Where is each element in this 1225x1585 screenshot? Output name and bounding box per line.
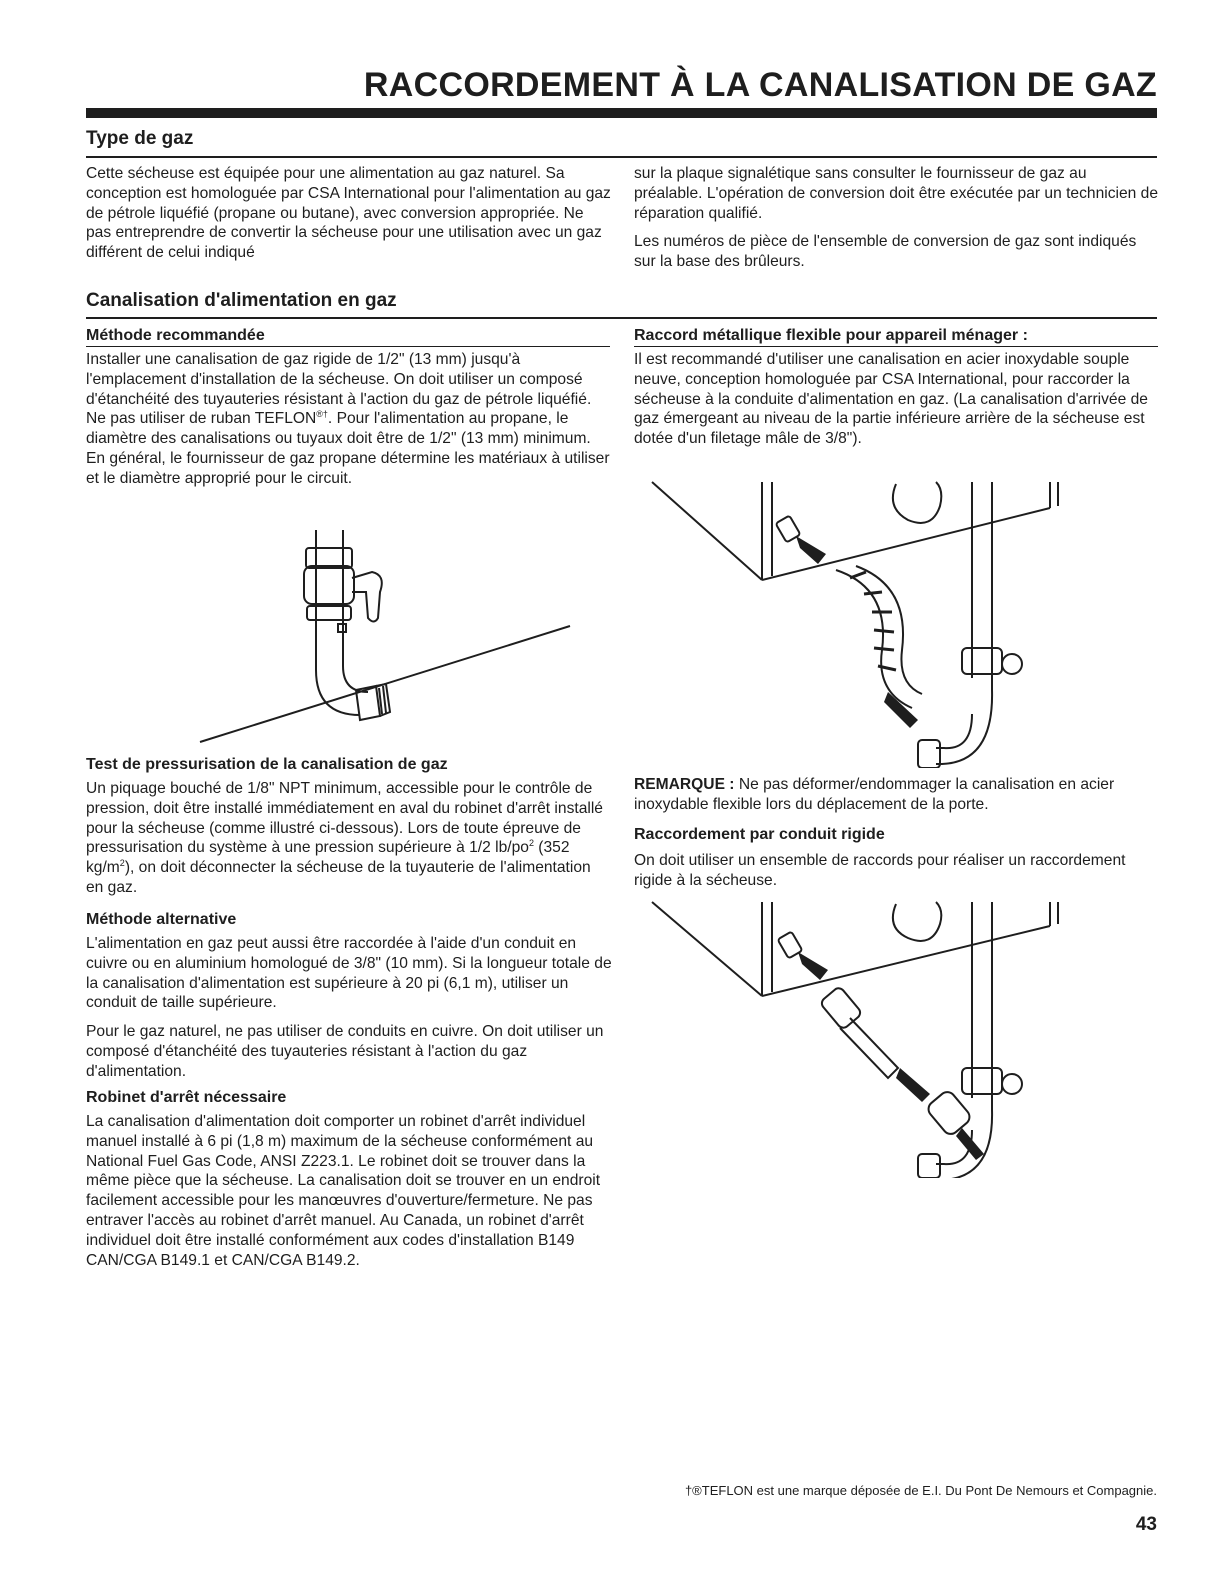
remarque-paragraph: [634, 775, 1158, 815]
canalisation-heading: Canalisation d'alimentation en gaz: [86, 290, 397, 311]
page-title: RACCORDEMENT À LA CANALISATION DE GAZ: [363, 66, 1157, 104]
methode-recommandee-heading: Méthode recommandée: [86, 327, 265, 344]
sub-rule: [86, 346, 610, 347]
section-rule: [86, 317, 1157, 319]
text: (352 kg/m: [86, 839, 570, 877]
text: Installer une canalisation de gaz rigide de 1/2" (13 mm) jusqu'à l'emplacement d'installation de la sécheuse. On doit utiliser un composé d'étanchéité des tuyauteries résistant à l'action du gaz de pétrole liquéfié. Ne pas utiliser de ruban TEFLON: [86, 351, 592, 428]
methode-alternative-paragraph-2: Pour le gaz naturel, ne pas utiliser de conduits en cuivre. On doit utiliser un composé d'étanchéité des tuyauteries résistant à l'action du gaz d'alimentation.: [86, 1023, 604, 1080]
flexible-connector-illustration: [650, 478, 1080, 768]
robinet-heading: Robinet d'arrêt nécessaire: [86, 1089, 287, 1106]
superscript: 2: [119, 858, 125, 868]
raccord-rigide-heading: Raccordement par conduit rigide: [634, 826, 885, 843]
text: . Pour l'alimentation au propane, le diamètre des canalisations ou tuyaux doit être de 1/2" (13 mm) minimum. En général, le fournisseur de gaz propane détermine les matériaux à utiliser et le diamètre approprié pour le circuit.: [86, 410, 610, 487]
footnote: †®TEFLON est une marque déposée de E.I. Du Pont De Nemours et Compagnie.: [684, 1483, 1157, 1498]
type-de-gaz-heading: Type de gaz: [86, 128, 194, 149]
type-de-gaz-right-paragraph-2: Les numéros de pièce de l'ensemble de conversion de gaz sont indiqués sur la base des brûleurs.: [634, 233, 1137, 270]
text: Un piquage bouché de 1/8" NPT minimum, accessible pour le contrôle de pression, doit être installé immédiatement en aval du robinet d'arrêt installé pour la sécheuse (comme illustré ci-dessous). Lors de toute épreuve de pressurisation du système à une pression supérieure à 1/2 lb/po: [86, 780, 603, 857]
superscript: ®†: [316, 409, 328, 420]
type-de-gaz-left-paragraph: Cette sécheuse est équipée pour une alimentation au gaz naturel. Sa conception est homologuée par CSA International pour l'alimentation au gaz de pétrole liquéfié (propane ou butane), avec conversion appropriée. Ne pas entreprendre de convertir la sécheuse pour une utilisation avec un gaz différent de celui indiqué: [86, 165, 611, 262]
superscript: 2: [528, 838, 534, 849]
test-pressurisation-heading: Test de pressurisation de la canalisation de gaz: [86, 756, 448, 773]
methode-alternative-heading: Méthode alternative: [86, 911, 237, 928]
sub-rule: [634, 346, 1158, 347]
raccord-rigide-paragraph: On doit utiliser un ensemble de raccords pour réaliser un raccordement rigide à la sécheuse.: [634, 852, 1126, 889]
remarque-text: Ne pas déformer/endommager la canalisation en acier inoxydable flexible lors du déplacement de la porte.: [634, 776, 1115, 813]
rigid-connection-illustration: [650, 898, 1080, 1178]
raccord-flexible-paragraph: Il est recommandé d'utiliser une canalisation en acier inoxydable souple neuve, conception homologuée par CSA International, pour raccorder la sécheuse à la conduite d'alimentation en gaz. (La canalisation d'arrivée de gaz émergeant au niveau de la partie inférieure arrière de la sécheuse est dotée d'un filetage mâle de 3/8").: [634, 351, 1148, 448]
test-pressurisation-paragraph: [86, 779, 612, 898]
rigid-pipe-valve-illustration: [190, 520, 590, 750]
type-de-gaz-right-paragraph-1: sur la plaque signalétique sans consulter le fournisseur de gaz au préalable. L'opération de conversion doit être exécutée par un technicien de réparation qualifié.: [634, 165, 1158, 222]
text: ), on doit déconnecter la sécheuse de la tuyauterie de l'alimentation en gaz.: [86, 859, 591, 896]
methode-recommandee-paragraph: [86, 350, 612, 489]
methode-alternative-paragraph-1: L'alimentation en gaz peut aussi être raccordée à l'aide d'un conduit en cuivre ou en aluminium homologué de 3/8" (10 mm). Si la longueur totale de la canalisation d'alimentation est supérieure à 20 pi (6,1 m), utiliser un conduit de taille supérieure.: [86, 935, 612, 1012]
remarque-label: REMARQUE :: [634, 776, 735, 793]
robinet-paragraph: La canalisation d'alimentation doit comporter un robinet d'arrêt individuel manuel installé à 6 pi (1,8 m) maximum de la sécheuse conformément au National Fuel Gas Code, ANSI Z223.1. Le robinet doit se trouver dans la même pièce que la sécheuse. La canalisation doit se trouver en un endroit facilement accessible pour les manœuvres d'ouverture/fermeture. Ne pas entraver l'accès au robinet d'arrêt manuel. Au Canada, un robinet d'arrêt individuel doit être installé conformément aux codes d'installation B149 CAN/CGA B149.1 et CAN/CGA B149.2.: [86, 1113, 601, 1269]
page-number: 43: [1135, 1514, 1157, 1535]
title-rule: [86, 108, 1157, 118]
section-rule: [86, 156, 1157, 158]
raccord-flexible-heading: Raccord métallique flexible pour appareil ménager :: [634, 327, 1028, 344]
